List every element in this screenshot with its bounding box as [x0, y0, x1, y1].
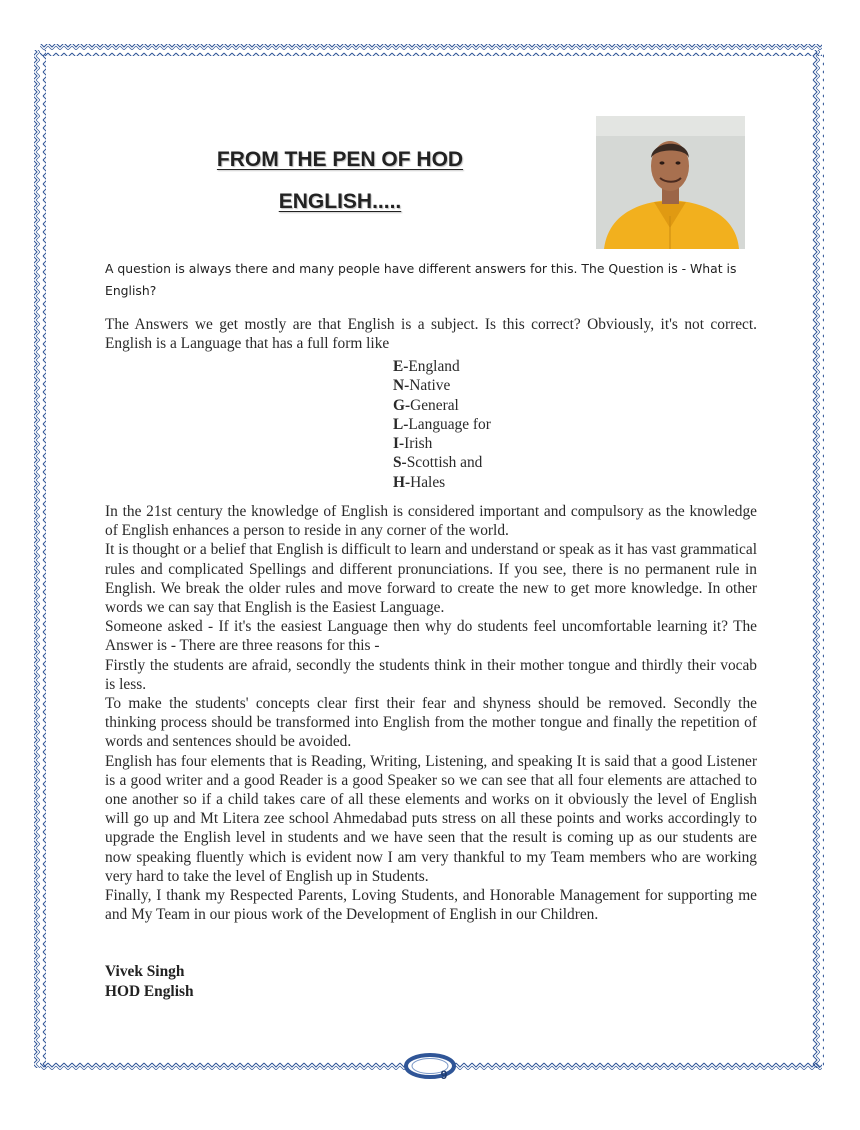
- answer-paragraph: The Answers we get mostly are that English is a subject. Is this correct? Obviously, it's not correct. English is a Language that has a full form like: [105, 316, 757, 353]
- acronym-item: S-Scottish and: [393, 454, 483, 472]
- article-body: [105, 502, 757, 924]
- body-paragraph: It is thought or a belief that English is difficult to learn and understand or speak as it has vast grammatical rules and complicated Spellings and different pronunciations. If you see, there is no permanent rule in English. We break the older rules and move forward to create the new to get more knowledge. In other words we can say that English is the Easiest Language.: [105, 541, 757, 617]
- body-paragraph: English has four elements that is Reading, Writing, Listening, and speaking It is said that a good Listener is a good writer and a good Reader is a good Speaker so we can see that all four elements are attached to one another so if a child takes care of all these elements and works on it obviously the level of English will go up and Mt Litera zee school Ahmedabad puts stress on all these points and works accordingly to upgrade the English level in students and we have seen that the result is coming up as our students are now speaking fluently which is evident now I am very thankful to my Team members who are working very hard to take the level of English up in Students.: [105, 752, 757, 885]
- author-name: Vivek Singh: [105, 963, 185, 980]
- signature-block: [105, 962, 194, 1002]
- body-paragraph: Firstly the students are afraid, secondly the students think in their mother tongue and thirdly their vocab is less.: [105, 656, 757, 693]
- acronym-item: H-Hales: [393, 473, 446, 491]
- author-title: HOD English: [105, 983, 194, 1000]
- body-paragraph: In the 21st century the knowledge of English is considered important and compulsory as the knowledge of English enhances a person to reside in any corner of the world.: [105, 503, 757, 540]
- acronym-item: L-Language for: [393, 415, 491, 433]
- heading-line-2: ENGLISH.....: [278, 190, 402, 213]
- body-paragraph: To make the students' concepts clear first their fear and shyness should be removed. Secondly the thinking process should be transformed into English from the mother tongue and finally the repetition of words and sentences should be avoided.: [105, 695, 757, 751]
- heading-line-1: FROM THE PEN OF HOD: [216, 148, 464, 171]
- body-paragraph: Finally, I thank my Respected Parents, Loving Students, and Honorable Management for supporting me and My Team in our pious work of the Development of English in our Children.: [105, 887, 757, 924]
- english-acronym-list: [393, 357, 491, 492]
- body-paragraph: Someone asked - If it's the easiest Language then why do students feel uncomfortable learning it? The Answer is - There are three reasons for this -: [105, 618, 757, 655]
- acronym-item: E-England: [393, 358, 460, 375]
- acronym-item: G-General: [393, 396, 459, 414]
- author-photo: [596, 116, 745, 249]
- acronym-item: N-Native: [393, 377, 451, 395]
- page-number: 9: [440, 1068, 448, 1082]
- acronym-item: I-Irish: [393, 435, 433, 453]
- intro-question: A question is always there and many people have different answers for this. The Question is - What is English?: [105, 261, 737, 298]
